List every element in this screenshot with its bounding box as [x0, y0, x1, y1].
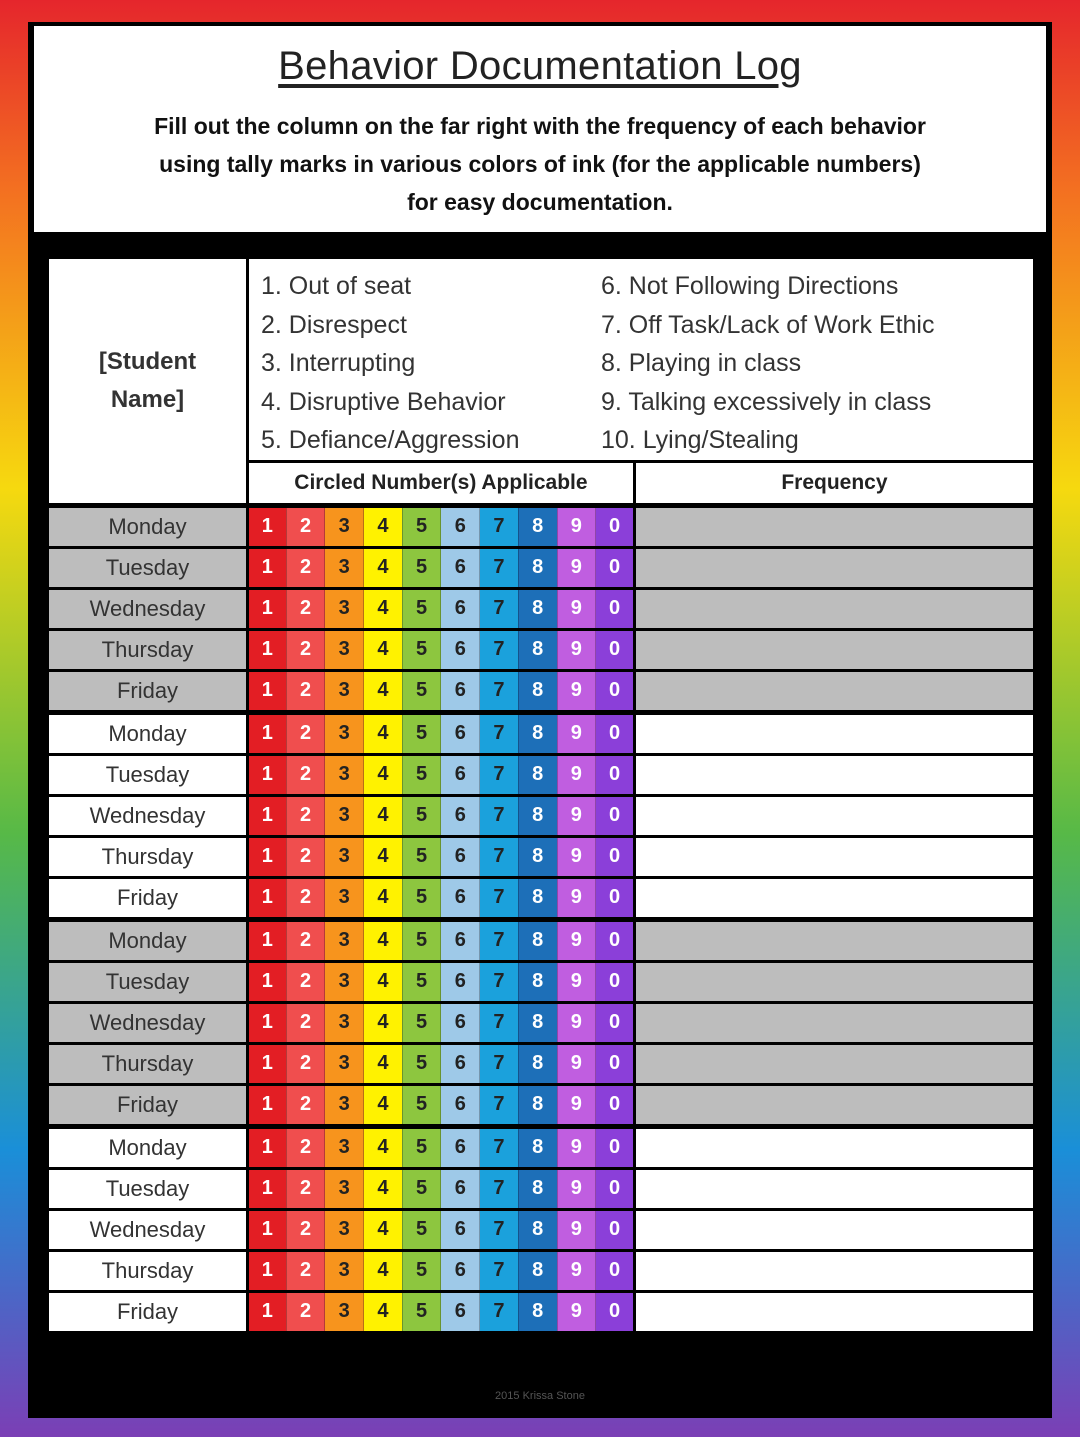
- behavior-number-cell[interactable]: 1: [248, 877, 287, 919]
- behavior-number-cell[interactable]: 9: [557, 629, 596, 670]
- copyright-footer: 2015 Krissa Stone: [495, 1390, 585, 1402]
- behavior-number-cell[interactable]: 5: [402, 547, 441, 588]
- behavior-number-cell[interactable]: 6: [441, 1002, 480, 1043]
- behavior-number-cell[interactable]: 5: [402, 836, 441, 877]
- behavior-number-cell[interactable]: 7: [480, 1043, 519, 1084]
- behavior-number-cell[interactable]: 3: [325, 547, 364, 588]
- behavior-number-cell[interactable]: 0: [596, 588, 635, 629]
- day-row: [48, 670, 1035, 712]
- log-table: [46, 256, 1036, 1334]
- behavior-number-cell[interactable]: 0: [596, 877, 635, 919]
- behavior-number-cell[interactable]: 0: [596, 1291, 635, 1332]
- behavior-number-cell[interactable]: 2: [286, 1250, 325, 1291]
- behavior-number-cell[interactable]: 9: [557, 588, 596, 629]
- behavior-number-cell[interactable]: 0: [596, 961, 635, 1002]
- behavior-number-cell[interactable]: 3: [325, 919, 364, 961]
- frequency-cell[interactable]: [634, 1126, 1034, 1168]
- behavior-number-cell[interactable]: 5: [402, 1084, 441, 1126]
- behavior-number-cell[interactable]: 3: [325, 588, 364, 629]
- behavior-number-cell[interactable]: 3: [325, 629, 364, 670]
- behavior-number-cell[interactable]: 1: [248, 836, 287, 877]
- behavior-number-cell[interactable]: 3: [325, 836, 364, 877]
- behavior-number-cell[interactable]: 8: [518, 1168, 557, 1209]
- behavior-number-cell[interactable]: 2: [286, 1168, 325, 1209]
- behavior-number-cell[interactable]: 2: [286, 919, 325, 961]
- behavior-number-cell[interactable]: 3: [325, 712, 364, 754]
- day-label: Thursday: [48, 1043, 248, 1084]
- behavior-number-cell[interactable]: 3: [325, 1002, 364, 1043]
- behavior-number-cell[interactable]: 0: [596, 1168, 635, 1209]
- behavior-number-cell[interactable]: 7: [480, 836, 519, 877]
- behavior-number-cell[interactable]: 8: [518, 1209, 557, 1250]
- behavior-number-cell[interactable]: 2: [286, 836, 325, 877]
- behavior-number-cell[interactable]: 1: [248, 1209, 287, 1250]
- behavior-number-cell[interactable]: 4: [364, 877, 403, 919]
- behavior-number-cell[interactable]: 4: [364, 754, 403, 795]
- behavior-number-cell[interactable]: 6: [441, 588, 480, 629]
- behavior-number-cell[interactable]: 4: [364, 795, 403, 836]
- day-label: Tuesday: [48, 754, 248, 795]
- behavior-number-cell[interactable]: 6: [441, 1043, 480, 1084]
- frequency-cell[interactable]: [634, 877, 1034, 919]
- behavior-number-cell[interactable]: 9: [557, 754, 596, 795]
- behavior-number-cell[interactable]: 9: [557, 1168, 596, 1209]
- behavior-number-cell[interactable]: 4: [364, 919, 403, 961]
- frequency-cell[interactable]: [634, 712, 1034, 754]
- behavior-number-cell[interactable]: 6: [441, 877, 480, 919]
- day-label: Tuesday: [48, 1168, 248, 1209]
- instructions-line-1: Fill out the column on the far right with the frequency of each behavior: [154, 113, 926, 139]
- behavior-number-cell[interactable]: 9: [557, 877, 596, 919]
- day-label: Wednesday: [48, 795, 248, 836]
- day-label: Friday: [48, 670, 248, 712]
- behavior-number-cell[interactable]: 6: [441, 1084, 480, 1126]
- behavior-legend: [248, 258, 1035, 462]
- behavior-number-cell[interactable]: 7: [480, 961, 519, 1002]
- legend-row: [48, 258, 1035, 462]
- behavior-number-cell[interactable]: 8: [518, 836, 557, 877]
- day-row: [48, 877, 1035, 919]
- behavior-number-cell[interactable]: 8: [518, 588, 557, 629]
- day-row: [48, 505, 1035, 547]
- behavior-item: 8. Playing in class: [601, 349, 802, 377]
- behavior-number-cell[interactable]: 2: [286, 754, 325, 795]
- behavior-number-cell[interactable]: 2: [286, 547, 325, 588]
- behavior-item: 6. Not Following Directions: [601, 272, 899, 300]
- behavior-number-cell[interactable]: 0: [596, 1209, 635, 1250]
- behavior-number-cell[interactable]: 1: [248, 629, 287, 670]
- behavior-number-cell[interactable]: 2: [286, 629, 325, 670]
- behavior-number-cell[interactable]: 5: [402, 1291, 441, 1332]
- behavior-number-cell[interactable]: 1: [248, 1291, 287, 1332]
- behavior-number-cell[interactable]: 1: [248, 754, 287, 795]
- behavior-number-cell[interactable]: 9: [557, 961, 596, 1002]
- behavior-number-cell[interactable]: 0: [596, 670, 635, 712]
- behavior-number-cell[interactable]: 3: [325, 961, 364, 1002]
- behavior-number-cell[interactable]: 6: [441, 1250, 480, 1291]
- behavior-number-cell[interactable]: 1: [248, 505, 287, 547]
- day-row: [48, 836, 1035, 877]
- behavior-number-cell[interactable]: 8: [518, 961, 557, 1002]
- behavior-number-cell[interactable]: 4: [364, 1126, 403, 1168]
- day-row: [48, 1084, 1035, 1126]
- behavior-number-cell[interactable]: 9: [557, 919, 596, 961]
- behavior-item: 2. Disrespect: [261, 310, 407, 339]
- behavior-number-cell[interactable]: 7: [480, 588, 519, 629]
- behavior-number-cell[interactable]: 5: [402, 670, 441, 712]
- behavior-number-cell[interactable]: 6: [441, 629, 480, 670]
- behavior-number-cell[interactable]: 3: [325, 1209, 364, 1250]
- behavior-number-cell[interactable]: 0: [596, 505, 635, 547]
- behavior-number-cell[interactable]: 9: [557, 1250, 596, 1291]
- behavior-number-cell[interactable]: 8: [518, 1250, 557, 1291]
- behavior-item: 4. Disruptive Behavior: [261, 387, 506, 416]
- behavior-number-cell[interactable]: 7: [480, 1250, 519, 1291]
- behavior-number-cell[interactable]: 5: [402, 1126, 441, 1168]
- day-label: Wednesday: [48, 588, 248, 629]
- behavior-number-cell[interactable]: 4: [364, 670, 403, 712]
- day-row: [48, 1209, 1035, 1250]
- behavior-number-cell[interactable]: 0: [596, 1250, 635, 1291]
- behavior-number-cell[interactable]: 7: [480, 1291, 519, 1332]
- frequency-cell[interactable]: [634, 1002, 1034, 1043]
- day-label: Thursday: [48, 1250, 248, 1291]
- behavior-number-cell[interactable]: 3: [325, 505, 364, 547]
- behavior-log-page: [28, 22, 1052, 1418]
- student-name-line-1: [Student: [98, 347, 197, 375]
- day-label: Monday: [48, 712, 248, 754]
- behavior-number-cell[interactable]: 8: [518, 1126, 557, 1168]
- behavior-item: 10. Lying/Stealing: [601, 426, 799, 454]
- instructions-line-3: for easy documentation.: [407, 189, 673, 215]
- behavior-number-cell[interactable]: 6: [441, 547, 480, 588]
- behavior-number-cell[interactable]: 3: [325, 877, 364, 919]
- behavior-number-cell[interactable]: 8: [518, 754, 557, 795]
- behavior-number-cell[interactable]: 0: [596, 836, 635, 877]
- behavior-number-cell[interactable]: 2: [286, 588, 325, 629]
- behavior-number-cell[interactable]: 4: [364, 1291, 403, 1332]
- behavior-number-cell[interactable]: 6: [441, 961, 480, 1002]
- day-row: [48, 547, 1035, 588]
- behavior-number-cell[interactable]: 9: [557, 1043, 596, 1084]
- behavior-number-cell[interactable]: 9: [557, 670, 596, 712]
- behavior-number-cell[interactable]: 4: [364, 588, 403, 629]
- day-label: Monday: [48, 1126, 248, 1168]
- frequency-cell[interactable]: [634, 754, 1034, 795]
- behavior-number-cell[interactable]: 1: [248, 588, 287, 629]
- frequency-cell[interactable]: [634, 1291, 1034, 1332]
- behavior-number-cell[interactable]: 2: [286, 505, 325, 547]
- behavior-number-cell[interactable]: 9: [557, 836, 596, 877]
- behavior-number-cell[interactable]: 9: [557, 1084, 596, 1126]
- behavior-number-cell[interactable]: 7: [480, 1084, 519, 1126]
- behavior-number-cell[interactable]: 1: [248, 1126, 287, 1168]
- day-row: [48, 795, 1035, 836]
- behavior-number-cell[interactable]: 1: [248, 795, 287, 836]
- behavior-number-cell[interactable]: 1: [248, 670, 287, 712]
- behavior-number-cell[interactable]: 8: [518, 1043, 557, 1084]
- day-row: [48, 1002, 1035, 1043]
- page-title: Behavior Documentation Log: [278, 44, 802, 88]
- frequency-cell[interactable]: [634, 629, 1034, 670]
- frequency-cell[interactable]: [634, 1168, 1034, 1209]
- behavior-number-cell[interactable]: 9: [557, 505, 596, 547]
- behavior-number-cell[interactable]: 1: [248, 919, 287, 961]
- behavior-number-cell[interactable]: 9: [557, 1126, 596, 1168]
- behavior-number-cell[interactable]: 7: [480, 1209, 519, 1250]
- behavior-number-cell[interactable]: 9: [557, 712, 596, 754]
- behavior-number-cell[interactable]: 4: [364, 505, 403, 547]
- behavior-number-cell[interactable]: 8: [518, 919, 557, 961]
- behavior-number-cell[interactable]: 4: [364, 1209, 403, 1250]
- behavior-number-cell[interactable]: 6: [441, 670, 480, 712]
- behavior-number-cell[interactable]: 9: [557, 547, 596, 588]
- behavior-number-cell[interactable]: 6: [441, 754, 480, 795]
- behavior-number-cell[interactable]: 0: [596, 1084, 635, 1126]
- frequency-cell[interactable]: [634, 588, 1034, 629]
- behavior-number-cell[interactable]: 2: [286, 670, 325, 712]
- behavior-number-cell[interactable]: 1: [248, 961, 287, 1002]
- behavior-number-cell[interactable]: 5: [402, 877, 441, 919]
- behavior-item: 1. Out of seat: [261, 272, 412, 300]
- day-row: [48, 1291, 1035, 1332]
- behavior-number-cell[interactable]: 3: [325, 1126, 364, 1168]
- day-label: Thursday: [48, 629, 248, 670]
- behavior-list-right: [601, 267, 934, 460]
- behavior-number-cell[interactable]: 4: [364, 1250, 403, 1291]
- frequency-cell[interactable]: [634, 1043, 1034, 1084]
- day-row: [48, 1126, 1035, 1168]
- frequency-cell[interactable]: [634, 961, 1034, 1002]
- frequency-cell[interactable]: [634, 670, 1034, 712]
- behavior-number-cell[interactable]: 7: [480, 919, 519, 961]
- behavior-number-cell[interactable]: 7: [480, 1168, 519, 1209]
- frequency-cell[interactable]: [634, 1250, 1034, 1291]
- day-row: [48, 1168, 1035, 1209]
- day-label: Tuesday: [48, 547, 248, 588]
- behavior-number-cell[interactable]: 3: [325, 1043, 364, 1084]
- behavior-number-cell[interactable]: 2: [286, 877, 325, 919]
- behavior-number-cell[interactable]: 3: [325, 1291, 364, 1332]
- behavior-number-cell[interactable]: 9: [557, 1209, 596, 1250]
- frequency-cell[interactable]: [634, 836, 1034, 877]
- behavior-number-cell[interactable]: 4: [364, 961, 403, 1002]
- behavior-number-cell[interactable]: 9: [557, 1291, 596, 1332]
- frequency-cell[interactable]: [634, 919, 1034, 961]
- behavior-number-cell[interactable]: 0: [596, 1002, 635, 1043]
- behavior-number-cell[interactable]: 8: [518, 877, 557, 919]
- behavior-number-cell[interactable]: 7: [480, 712, 519, 754]
- day-row: [48, 754, 1035, 795]
- behavior-number-cell[interactable]: 7: [480, 795, 519, 836]
- day-row: [48, 961, 1035, 1002]
- behavior-number-cell[interactable]: 1: [248, 1084, 287, 1126]
- behavior-number-cell[interactable]: 3: [325, 1168, 364, 1209]
- behavior-number-cell[interactable]: 3: [325, 754, 364, 795]
- behavior-number-cell[interactable]: 8: [518, 712, 557, 754]
- behavior-number-cell[interactable]: 7: [480, 547, 519, 588]
- behavior-number-cell[interactable]: 9: [557, 795, 596, 836]
- behavior-number-cell[interactable]: 8: [518, 1002, 557, 1043]
- behavior-number-cell[interactable]: 3: [325, 1250, 364, 1291]
- behavior-number-cell[interactable]: 3: [325, 670, 364, 712]
- behavior-number-cell[interactable]: 6: [441, 836, 480, 877]
- behavior-number-cell[interactable]: 5: [402, 1168, 441, 1209]
- behavior-number-cell[interactable]: 2: [286, 1291, 325, 1332]
- behavior-number-cell[interactable]: 5: [402, 629, 441, 670]
- day-row: [48, 712, 1035, 754]
- frequency-header: Frequency: [634, 461, 1034, 505]
- behavior-number-cell[interactable]: 5: [402, 961, 441, 1002]
- behavior-number-cell[interactable]: 7: [480, 754, 519, 795]
- day-label: Friday: [48, 877, 248, 919]
- behavior-number-cell[interactable]: 5: [402, 919, 441, 961]
- behavior-number-cell[interactable]: 5: [402, 795, 441, 836]
- day-label: Monday: [48, 505, 248, 547]
- behavior-number-cell[interactable]: 6: [441, 505, 480, 547]
- behavior-number-cell[interactable]: 4: [364, 547, 403, 588]
- behavior-number-cell[interactable]: 7: [480, 877, 519, 919]
- behavior-number-cell[interactable]: 1: [248, 1250, 287, 1291]
- behavior-number-cell[interactable]: 2: [286, 795, 325, 836]
- behavior-number-cell[interactable]: 5: [402, 754, 441, 795]
- behavior-number-cell[interactable]: 7: [480, 1002, 519, 1043]
- behavior-number-cell[interactable]: 4: [364, 1002, 403, 1043]
- behavior-number-cell[interactable]: 7: [480, 670, 519, 712]
- behavior-number-cell[interactable]: 0: [596, 795, 635, 836]
- behavior-number-cell[interactable]: 3: [325, 1084, 364, 1126]
- behavior-number-cell[interactable]: 7: [480, 629, 519, 670]
- behavior-number-cell[interactable]: 8: [518, 629, 557, 670]
- behavior-number-cell[interactable]: 1: [248, 547, 287, 588]
- behavior-number-cell[interactable]: 7: [480, 505, 519, 547]
- frequency-cell[interactable]: [634, 547, 1034, 588]
- behavior-number-cell[interactable]: 1: [248, 1002, 287, 1043]
- behavior-number-cell[interactable]: 0: [596, 712, 635, 754]
- behavior-number-cell[interactable]: 6: [441, 919, 480, 961]
- behavior-number-cell[interactable]: 5: [402, 1002, 441, 1043]
- behavior-number-cell[interactable]: 9: [557, 1002, 596, 1043]
- log-table-wrapper: [46, 256, 1036, 1334]
- behavior-number-cell[interactable]: 6: [441, 795, 480, 836]
- day-row: [48, 629, 1035, 670]
- behavior-number-cell[interactable]: 4: [364, 1043, 403, 1084]
- frequency-cell[interactable]: [634, 1209, 1034, 1250]
- behavior-number-cell[interactable]: 4: [364, 712, 403, 754]
- behavior-number-cell[interactable]: 0: [596, 754, 635, 795]
- behavior-number-cell[interactable]: 7: [480, 1126, 519, 1168]
- behavior-number-cell[interactable]: 1: [248, 1168, 287, 1209]
- behavior-number-cell[interactable]: 0: [596, 1043, 635, 1084]
- student-name-cell[interactable]: [48, 258, 248, 506]
- student-name-line-2: Name]: [110, 385, 185, 413]
- day-label: Wednesday: [48, 1209, 248, 1250]
- behavior-number-cell[interactable]: 5: [402, 712, 441, 754]
- behavior-number-cell[interactable]: 8: [518, 670, 557, 712]
- frequency-cell[interactable]: [634, 1084, 1034, 1126]
- behavior-number-cell[interactable]: 5: [402, 1250, 441, 1291]
- behavior-number-cell[interactable]: 1: [248, 1043, 287, 1084]
- behavior-number-cell[interactable]: 0: [596, 919, 635, 961]
- instructions: [60, 107, 1020, 221]
- behavior-number-cell[interactable]: 6: [441, 1291, 480, 1332]
- behavior-number-cell[interactable]: 0: [596, 547, 635, 588]
- behavior-number-cell[interactable]: 5: [402, 505, 441, 547]
- behavior-number-cell[interactable]: 1: [248, 712, 287, 754]
- behavior-number-cell[interactable]: 5: [402, 1043, 441, 1084]
- header-panel: [34, 26, 1046, 232]
- day-label: Tuesday: [48, 961, 248, 1002]
- behavior-number-cell[interactable]: 4: [364, 1168, 403, 1209]
- behavior-list-left: [261, 267, 601, 460]
- behavior-item: 7. Off Task/Lack of Work Ethic: [601, 310, 935, 339]
- behavior-number-cell[interactable]: 4: [364, 1084, 403, 1126]
- behavior-number-cell[interactable]: 0: [596, 629, 635, 670]
- behavior-number-cell[interactable]: 2: [286, 961, 325, 1002]
- circled-numbers-header: Circled Number(s) Applicable: [248, 461, 635, 505]
- behavior-number-cell[interactable]: 8: [518, 1084, 557, 1126]
- behavior-number-cell[interactable]: 8: [518, 547, 557, 588]
- day-row: [48, 919, 1035, 961]
- behavior-number-cell[interactable]: 8: [518, 795, 557, 836]
- behavior-number-cell[interactable]: 6: [441, 1126, 480, 1168]
- behavior-item: 9. Talking excessively in class: [601, 387, 932, 416]
- behavior-number-cell[interactable]: 3: [325, 795, 364, 836]
- behavior-number-cell[interactable]: 2: [286, 1126, 325, 1168]
- behavior-number-cell[interactable]: 0: [596, 1126, 635, 1168]
- behavior-number-cell[interactable]: 8: [518, 1291, 557, 1332]
- behavior-number-cell[interactable]: 2: [286, 1084, 325, 1126]
- frequency-cell[interactable]: [634, 505, 1034, 547]
- behavior-number-cell[interactable]: 8: [518, 505, 557, 547]
- behavior-number-cell[interactable]: 6: [441, 712, 480, 754]
- behavior-number-cell[interactable]: 4: [364, 629, 403, 670]
- day-label: Friday: [48, 1084, 248, 1126]
- behavior-number-cell[interactable]: 2: [286, 712, 325, 754]
- behavior-number-cell[interactable]: 2: [286, 1209, 325, 1250]
- behavior-number-cell[interactable]: 4: [364, 836, 403, 877]
- day-label: Monday: [48, 919, 248, 961]
- behavior-number-cell[interactable]: 5: [402, 1209, 441, 1250]
- instructions-line-2: using tally marks in various colors of ink (for the applicable numbers): [159, 151, 921, 177]
- behavior-number-cell[interactable]: 5: [402, 588, 441, 629]
- day-label: Thursday: [48, 836, 248, 877]
- behavior-number-cell[interactable]: 2: [286, 1002, 325, 1043]
- behavior-item: 5. Defiance/Aggression: [261, 426, 520, 454]
- day-row: [48, 1250, 1035, 1291]
- day-row: [48, 1043, 1035, 1084]
- day-label: Friday: [48, 1291, 248, 1332]
- frequency-cell[interactable]: [634, 795, 1034, 836]
- behavior-number-cell[interactable]: 6: [441, 1209, 480, 1250]
- day-label: Wednesday: [48, 1002, 248, 1043]
- behavior-item: 3. Interrupting: [261, 349, 416, 377]
- day-row: [48, 588, 1035, 629]
- behavior-number-cell[interactable]: 6: [441, 1168, 480, 1209]
- behavior-number-cell[interactable]: 2: [286, 1043, 325, 1084]
